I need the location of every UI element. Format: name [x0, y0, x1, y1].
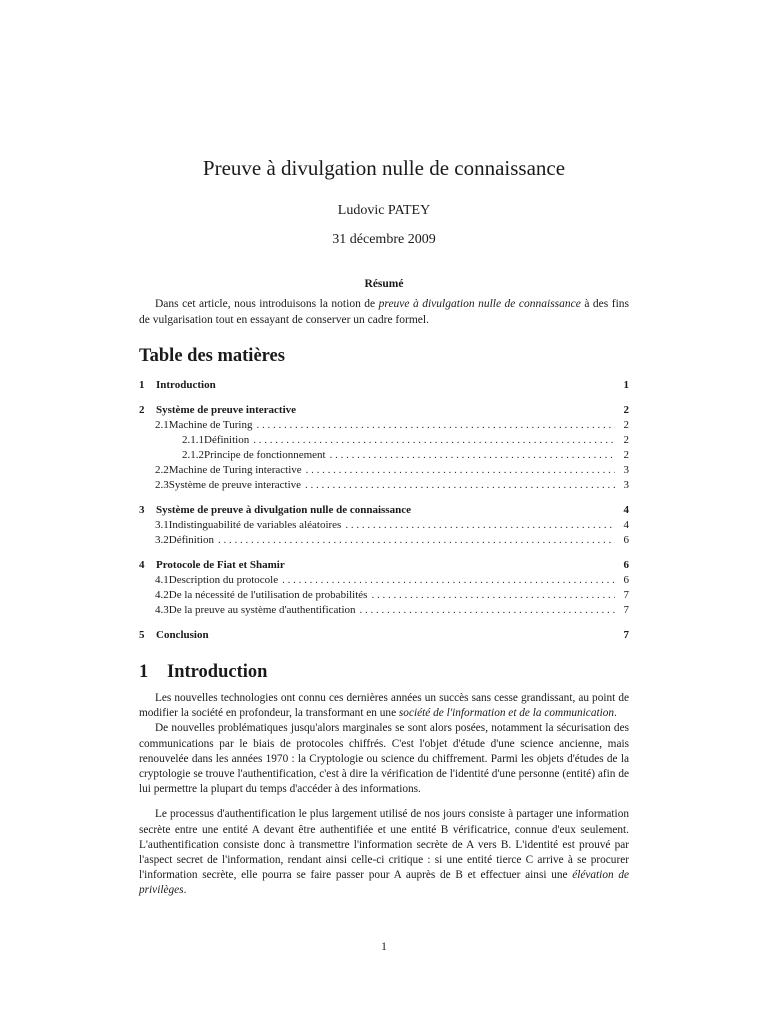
abstract-heading: Résumé: [364, 278, 404, 290]
toc-entry-number: 2.3: [155, 479, 169, 491]
toc-leader-dots: [305, 478, 615, 493]
toc-entry[interactable]: [139, 503, 629, 518]
abstract-text-after: à des fins de vulgarisation tout en essayant de conserver un cadre formel.: [139, 298, 629, 326]
toc-entry-number: 1: [139, 379, 145, 391]
toc-entry-label: De la nécessité de l'utilisation de probabilités: [168, 589, 368, 601]
toc-leader-dots: [330, 448, 615, 463]
paragraph: De nouvelles problématiques jusqu'alors marginales se sont alors posées, notamment la sécurisation des communications par le biais de protocoles chiffrés. C'est l'objet d'étude d'une science ancienne, mais renouvelée dans les années 1970 : la Cryptologie ou science du chiffrement. Parmi les objets d'études de la cryptologie se trouve l'authentification, c'est à dire la vérification de l'identité d'une personne (entité) afin de lui permettre la plupart du temps d'accéder à des informations.: [139, 722, 629, 796]
paragraph-emphasis: élévation de privilèges: [139, 869, 629, 897]
toc-entry-number: 4.2: [155, 589, 169, 601]
toc-entry-number: 2.2: [155, 464, 169, 476]
toc-entry[interactable]: [139, 418, 629, 433]
toc-entry-page: 3: [623, 464, 629, 476]
toc-entry-page: 2: [623, 449, 629, 461]
paragraph-emphasis: société de l'information et de la communication: [398, 707, 615, 720]
toc-entry-page: 4: [623, 504, 629, 516]
page-number: 1: [381, 941, 387, 953]
toc-entry-number: 2: [139, 404, 145, 416]
section-heading: [139, 662, 267, 683]
toc-entry-page: 7: [623, 604, 629, 616]
toc-entry-label: Système de preuve à divulgation nulle de connaissance: [156, 504, 411, 516]
paragraph-text: .: [183, 884, 187, 897]
toc-entry-page: 3: [623, 479, 629, 491]
paragraph-text: Les nouvelles technologies ont connu ces dernières années un succès sans cesse grandissant, au point de modifier la société en profondeur, la transformant en une: [139, 692, 629, 720]
toc-entry-page: 2: [623, 419, 629, 431]
toc-entry-number: 3.2: [155, 534, 169, 546]
toc-entry-label: Machine de Turing interactive: [168, 464, 302, 476]
toc-entry-label: Protocole de Fiat et Shamir: [156, 559, 285, 571]
toc-entry-number: 5: [139, 629, 145, 641]
paragraph: [139, 691, 629, 721]
toc-entry-label: Description du protocole: [168, 574, 279, 586]
toc-entry-label: Définition: [168, 534, 214, 546]
toc-entry-label: Introduction: [156, 379, 216, 391]
toc-entry[interactable]: [139, 603, 629, 618]
toc-entry-label: Indistinguabilité de variables aléatoires: [168, 519, 342, 531]
toc-entry-page: 6: [623, 534, 629, 546]
toc-entry[interactable]: [139, 558, 629, 573]
paragraph: [139, 807, 629, 898]
toc-entry[interactable]: [139, 533, 629, 548]
toc-entry-page: 6: [623, 574, 629, 586]
section-body: [139, 691, 629, 899]
table-of-contents: [139, 378, 629, 643]
toc-entry-number: 3.1: [155, 519, 169, 531]
toc-entry-label: Machine de Turing: [168, 419, 253, 431]
toc-leader-dots: [256, 418, 615, 433]
toc-entry-number: 2.1: [155, 419, 169, 431]
toc-entry[interactable]: [139, 433, 629, 448]
toc-entry-number: 4: [139, 559, 145, 571]
section-title: Introduction: [167, 662, 268, 682]
abstract-text: [139, 296, 629, 328]
toc-entry[interactable]: [139, 448, 629, 463]
toc-entry[interactable]: [139, 628, 629, 643]
toc-entry[interactable]: [139, 463, 629, 478]
toc-entry[interactable]: [139, 573, 629, 588]
toc-entry-number: 4.3: [155, 604, 169, 616]
toc-leader-dots: [253, 433, 615, 448]
toc-heading: Table des matières: [139, 346, 285, 366]
abstract-text-emphasis: preuve à divulgation nulle de connaissance: [378, 298, 581, 310]
document-author: Ludovic PATEY: [337, 203, 431, 218]
toc-entry-page: 7: [623, 629, 629, 641]
paragraph-text: Le processus d'authentification le plus largement utilisé de nos jours consiste à partager une information secrète entre une entité A devant être authentifiée et une entité B vérificatrice, connue d'eux seulement. L'authentification consiste donc à transmettre l'information secrète de A vers B. L'identité est prouvé par l'aspect secret de l'information, rendant ainsi celle-ci critique : si une entité tierce C arrive à se procurer l'information secrète, elle pourra se faire passer pour A auprès de B et effectuer ainsi une: [139, 808, 629, 882]
toc-entry-label: Système de preuve interactive: [168, 479, 302, 491]
toc-entry-page: 7: [623, 589, 629, 601]
toc-entry[interactable]: [139, 403, 629, 418]
toc-leader-dots: [360, 603, 615, 618]
toc-entry-label: Principe de fonctionnement: [204, 449, 326, 461]
toc-entry-label: De la preuve au système d'authentification: [168, 604, 356, 616]
toc-entry-number: 2.1.1: [182, 434, 204, 446]
document-title: Preuve à divulgation nulle de connaissance: [202, 156, 566, 180]
abstract-text-before: Dans cet article, nous introduisons la notion de: [155, 298, 379, 310]
toc-entry-page: 6: [623, 559, 629, 571]
toc-entry-page: 4: [623, 519, 629, 531]
toc-entry-number: 4.1: [155, 574, 169, 586]
toc-entry-page: 2: [623, 434, 629, 446]
toc-entry[interactable]: [139, 378, 629, 393]
toc-leader-dots: [282, 573, 615, 588]
toc-entry-label: Système de preuve interactive: [156, 404, 297, 416]
document-date: 31 décembre 2009: [332, 232, 436, 247]
toc-entry-label: Définition: [204, 434, 250, 446]
toc-leader-dots: [345, 518, 615, 533]
toc-entry-label: Conclusion: [156, 629, 209, 641]
toc-leader-dots: [371, 588, 615, 603]
toc-entry-number: 3: [139, 504, 145, 516]
paragraph-text: .: [614, 707, 617, 720]
toc-leader-dots: [306, 463, 615, 478]
toc-entry[interactable]: [139, 518, 629, 533]
toc-entry[interactable]: [139, 478, 629, 493]
section-number: 1: [139, 662, 149, 682]
toc-entry-page: 2: [623, 404, 629, 416]
toc-entry-page: 1: [623, 379, 629, 391]
toc-entry[interactable]: [139, 588, 629, 603]
toc-leader-dots: [218, 533, 615, 548]
toc-entry-number: 2.1.2: [182, 449, 204, 461]
